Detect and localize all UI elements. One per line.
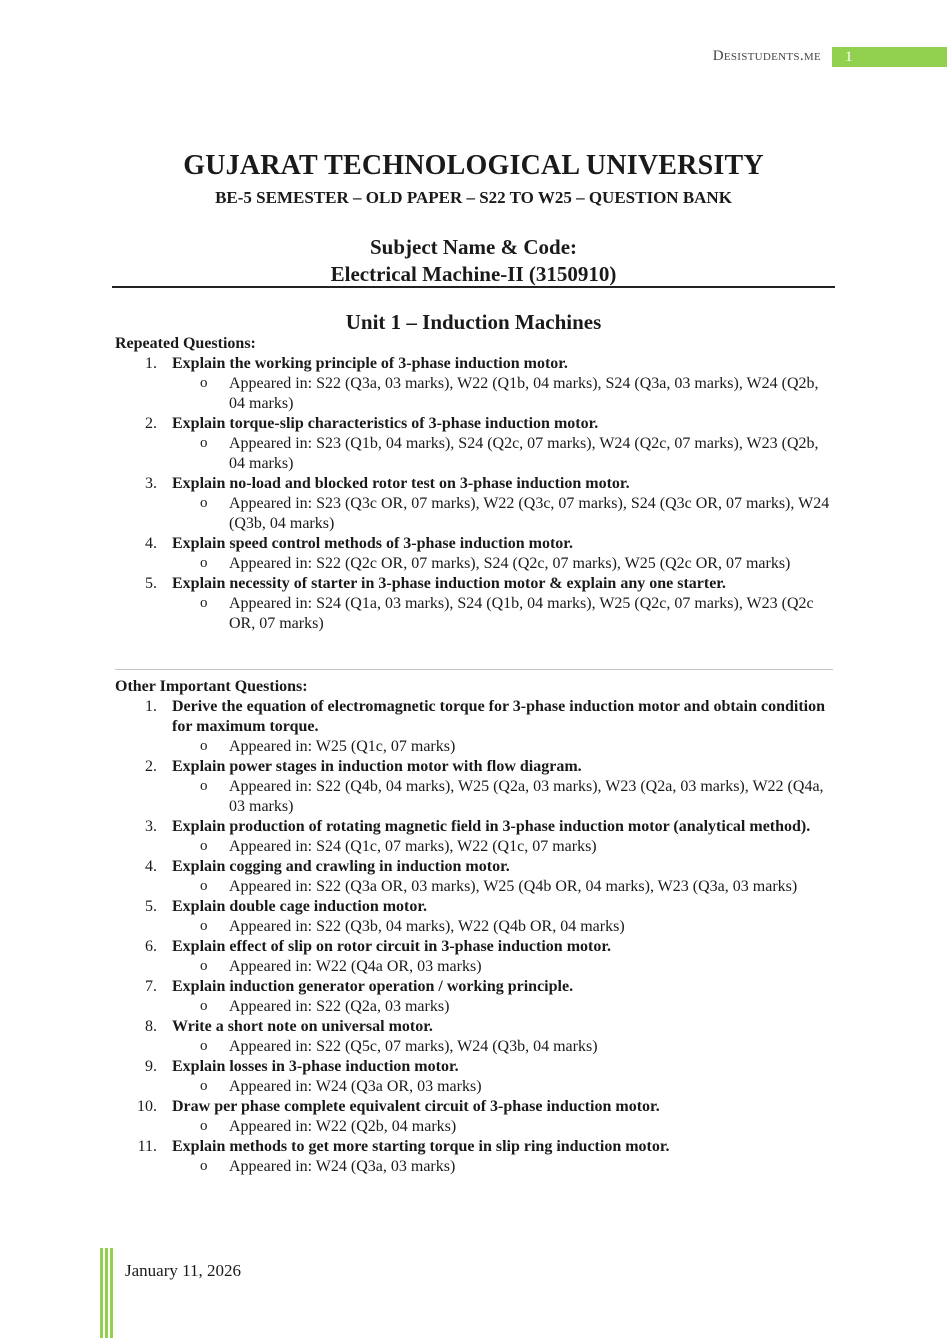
question-line: [115, 1137, 835, 1157]
subject-label: Subject Name & Code:: [369, 235, 578, 259]
appeared-in-line: [115, 877, 835, 897]
appeared-in-line: [115, 997, 835, 1017]
site-brand: Desistudents.me: [712, 48, 821, 64]
question-text: Draw per phase complete equivalent circuit of 3-phase induction motor.: [172, 1098, 660, 1115]
question-text: Write a short note on universal motor.: [172, 1018, 433, 1035]
repeated-question-list: [115, 354, 835, 634]
question-item: [115, 1057, 835, 1097]
appeared-in-text: Appeared in: S24 (Q1c, 07 marks), W22 (Q1c, 07 marks): [229, 838, 597, 855]
circle-bullet-icon: o: [200, 375, 208, 391]
question-item: [115, 817, 835, 857]
subject-name: Electrical Machine-II (3150910): [330, 262, 617, 286]
question-item: [115, 937, 835, 977]
appeared-in-text: Appeared in: S22 (Q3a OR, 03 marks), W25 (Q4b OR, 04 marks), W23 (Q3a, 03 marks): [229, 878, 798, 895]
appeared-in-line: [115, 1157, 835, 1177]
appeared-in-line: [115, 374, 835, 414]
question-number: 4.: [145, 858, 157, 875]
question-number: 9.: [145, 1058, 157, 1075]
document-subtitle: BE-5 SEMESTER – OLD PAPER – S22 TO W25 – QUESTION BANK: [215, 188, 732, 207]
question-item: [115, 354, 835, 414]
question-text: Explain losses in 3-phase induction motor.: [172, 1058, 459, 1075]
appeared-in-line: [115, 957, 835, 977]
question-number: 5.: [145, 898, 157, 915]
subject-heading: [0, 234, 947, 288]
question-number: 1.: [145, 355, 157, 372]
question-line: [115, 817, 835, 837]
question-text: Explain production of rotating magnetic field in 3-phase induction motor (analytical method).: [172, 818, 811, 835]
appeared-in-text: Appeared in: S24 (Q1a, 03 marks), S24 (Q1b, 04 marks), W25 (Q2c, 07 marks), W23 (Q2c OR, 07 marks): [229, 595, 814, 632]
appeared-in-line: [115, 1077, 835, 1097]
appeared-in-line: [115, 1037, 835, 1057]
question-item: [115, 534, 835, 574]
appeared-in-line: [115, 917, 835, 937]
university-title: GUJARAT TECHNOLOGICAL UNIVERSITY: [183, 150, 764, 181]
question-line: [115, 897, 835, 917]
title-block: [0, 150, 947, 208]
question-item: [115, 897, 835, 937]
question-number: 4.: [145, 535, 157, 552]
question-number: 11.: [137, 1138, 157, 1155]
question-number: 2.: [145, 758, 157, 775]
circle-bullet-icon: o: [200, 555, 208, 571]
appeared-in-text: Appeared in: W25 (Q1c, 07 marks): [229, 738, 456, 755]
appeared-in-text: Appeared in: W22 (Q4a OR, 03 marks): [229, 958, 482, 975]
circle-bullet-icon: o: [200, 918, 208, 934]
appeared-in-text: Appeared in: W24 (Q3a OR, 03 marks): [229, 1078, 482, 1095]
page-number-badge: 1: [832, 47, 947, 67]
question-text: Explain power stages in induction motor with flow diagram.: [172, 758, 582, 775]
question-text: Explain effect of slip on rotor circuit in 3-phase induction motor.: [172, 938, 611, 955]
circle-bullet-icon: o: [200, 738, 208, 754]
section-heading: Other Important Questions:: [115, 678, 308, 695]
appeared-in-line: [115, 777, 835, 817]
question-text: Explain the working principle of 3-phase induction motor.: [172, 355, 568, 372]
circle-bullet-icon: o: [200, 595, 208, 611]
appeared-in-text: Appeared in: S22 (Q4b, 04 marks), W25 (Q2a, 03 marks), W23 (Q2a, 03 marks), W22 (Q4a, 03 marks): [229, 778, 824, 815]
circle-bullet-icon: o: [200, 838, 208, 854]
question-number: 3.: [145, 818, 157, 835]
appeared-in-line: [115, 434, 835, 474]
footer-decoration: [100, 1248, 114, 1338]
question-number: 5.: [145, 575, 157, 592]
unit-title: Unit 1 – Induction Machines: [345, 310, 602, 334]
other-question-list: [115, 697, 835, 1177]
appeared-in-text: Appeared in: S22 (Q3a, 03 marks), W22 (Q1b, 04 marks), S24 (Q3a, 03 marks), W24 (Q2b, 04 marks): [229, 375, 819, 412]
appeared-in-line: [115, 837, 835, 857]
circle-bullet-icon: o: [200, 1038, 208, 1054]
circle-bullet-icon: o: [200, 998, 208, 1014]
question-item: [115, 977, 835, 1017]
circle-bullet-icon: o: [200, 435, 208, 451]
appeared-in-line: [115, 594, 835, 634]
question-item: [115, 414, 835, 474]
appeared-in-text: Appeared in: S22 (Q5c, 07 marks), W24 (Q3b, 04 marks): [229, 1038, 598, 1055]
question-number: 10.: [137, 1098, 157, 1115]
appeared-in-line: [115, 494, 835, 534]
appeared-in-text: Appeared in: S22 (Q2c OR, 07 marks), S24 (Q2c, 07 marks), W25 (Q2c OR, 07 marks): [229, 555, 791, 572]
question-line: [115, 857, 835, 877]
question-line: [115, 1057, 835, 1077]
title-divider: [112, 286, 835, 288]
question-line: [115, 1017, 835, 1037]
footer-date: January 11, 2026: [125, 1261, 241, 1280]
question-line: [115, 354, 835, 374]
question-text: Explain induction generator operation / working principle.: [172, 978, 574, 995]
circle-bullet-icon: o: [200, 1078, 208, 1094]
question-number: 1.: [145, 698, 157, 715]
question-text: Explain speed control methods of 3-phase induction motor.: [172, 535, 573, 552]
appeared-in-line: [115, 1117, 835, 1137]
question-text: Explain cogging and crawling in induction motor.: [172, 858, 510, 875]
circle-bullet-icon: o: [200, 1118, 208, 1134]
question-line: [115, 534, 835, 554]
question-line: [115, 1097, 835, 1117]
question-item: [115, 1097, 835, 1137]
question-line: [115, 937, 835, 957]
section-heading: Repeated Questions:: [115, 335, 256, 352]
question-item: [115, 757, 835, 817]
question-line: [115, 414, 835, 434]
question-line: [115, 697, 835, 737]
question-text: Explain double cage induction motor.: [172, 898, 428, 915]
question-line: [115, 574, 835, 594]
question-number: 6.: [145, 938, 157, 955]
circle-bullet-icon: o: [200, 958, 208, 974]
appeared-in-text: Appeared in: W22 (Q2b, 04 marks): [229, 1118, 457, 1135]
appeared-in-text: Appeared in: S23 (Q3c OR, 07 marks), W22 (Q3c, 07 marks), S24 (Q3c OR, 07 marks), W24 (Q3b, 04 marks): [229, 495, 830, 532]
question-text: Explain no-load and blocked rotor test on 3-phase induction motor.: [172, 475, 630, 492]
question-item: [115, 857, 835, 897]
repeated-questions-section: [115, 334, 835, 634]
appeared-in-text: Appeared in: W24 (Q3a, 03 marks): [229, 1158, 456, 1175]
circle-bullet-icon: o: [200, 778, 208, 794]
question-item: [115, 697, 835, 757]
question-text: Explain methods to get more starting torque in slip ring induction motor.: [172, 1138, 670, 1155]
question-text: Explain necessity of starter in 3-phase induction motor & explain any one starter.: [172, 575, 726, 592]
appeared-in-text: Appeared in: S22 (Q3b, 04 marks), W22 (Q4b OR, 04 marks): [229, 918, 625, 935]
question-item: [115, 1017, 835, 1057]
question-line: [115, 757, 835, 777]
question-item: [115, 1137, 835, 1177]
circle-bullet-icon: o: [200, 495, 208, 511]
question-line: [115, 977, 835, 997]
question-number: 2.: [145, 415, 157, 432]
appeared-in-text: Appeared in: S23 (Q1b, 04 marks), S24 (Q2c, 07 marks), W24 (Q2c, 07 marks), W23 (Q2b, 04 marks): [229, 435, 819, 472]
question-number: 8.: [145, 1018, 157, 1035]
question-text: Explain torque-slip characteristics of 3-phase induction motor.: [172, 415, 599, 432]
circle-bullet-icon: o: [200, 878, 208, 894]
question-line: [115, 474, 835, 494]
other-questions-section: [115, 677, 835, 1177]
appeared-in-line: [115, 554, 835, 574]
appeared-in-text: Appeared in: S22 (Q2a, 03 marks): [229, 998, 450, 1015]
question-item: [115, 574, 835, 634]
question-text: Derive the equation of electromagnetic torque for 3-phase induction motor and obtain condition for maximum torque.: [172, 698, 826, 735]
question-item: [115, 474, 835, 534]
question-number: 3.: [145, 475, 157, 492]
question-number: 7.: [145, 978, 157, 995]
circle-bullet-icon: o: [200, 1158, 208, 1174]
appeared-in-line: [115, 737, 835, 757]
section-divider: [115, 669, 833, 670]
